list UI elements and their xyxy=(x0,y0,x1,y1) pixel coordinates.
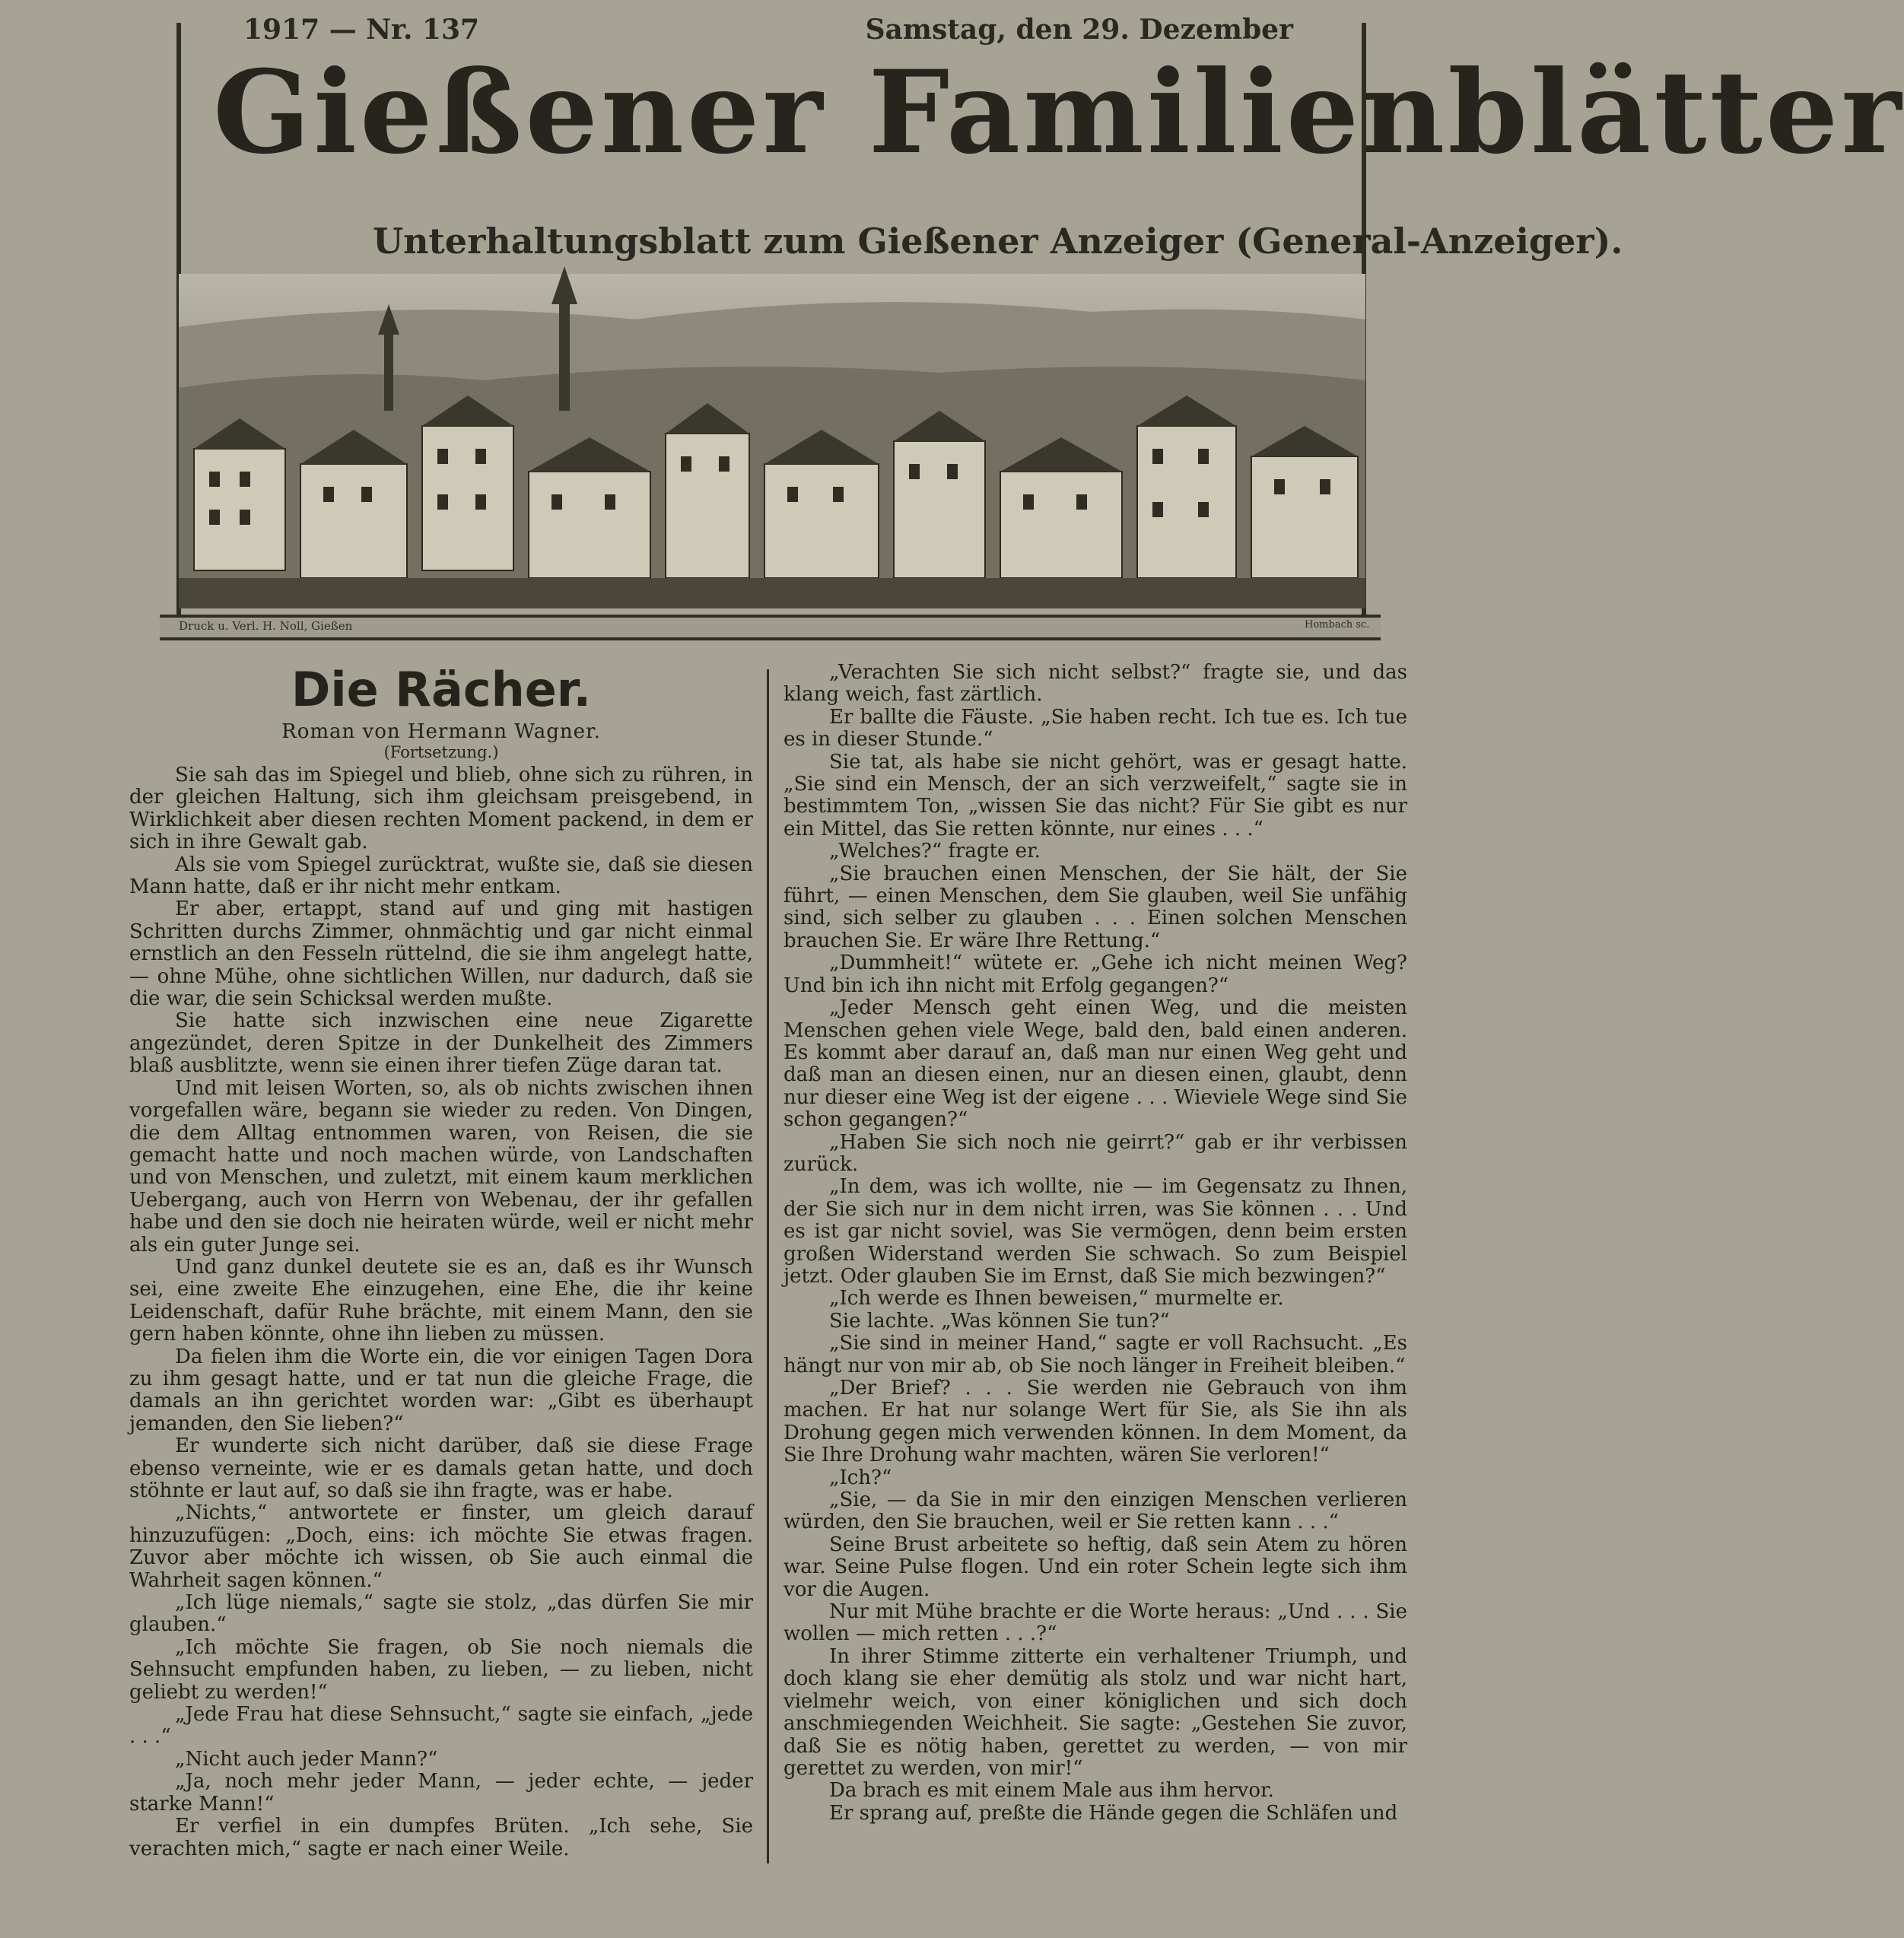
paragraph: „Dummheit!“ wütete er. „Gehe ich nicht meinen Weg? Und bin ich ihn nicht mit Erfolg gegangen?“ xyxy=(784,952,1407,997)
paragraph: Sie hatte sich inzwischen eine neue Zigarette angezündet, deren Spitze in der Dunkelheit des Zimmers blaß ausblitzte, wenn sie einen ihrer tiefen Züge daran tat. xyxy=(129,1009,753,1078)
article-right-column xyxy=(784,662,1407,1825)
paragraph: „Ich werde es Ihnen beweisen,“ murmelte er. xyxy=(829,1287,1284,1311)
paragraph: „Sie sind in meiner Hand,“ sagte er voll Rachsucht. „Es hängt nur von mir ab, ob Sie noch länger in Freiheit bleiben.“ xyxy=(784,1332,1407,1377)
paragraph: Sie sah das im Spiegel und blieb, ohne sich zu rühren, in der gleichen Haltung, sich ihm gleichsam preisgebend, in Wirklichkeit aber diesen rechten Moment packend, in dem er sich in ihre Gewalt gab. xyxy=(129,764,753,854)
city-panorama-illustration xyxy=(179,274,1365,608)
paragraph: Er sprang auf, preßte die Hände gegen die Schläfen und xyxy=(829,1801,1398,1825)
paragraph: Er verfiel in ein dumpfes Brüten. „Ich sehe, Sie verachten mich,“ sagte er nach einer Weile. xyxy=(129,1815,753,1860)
paragraph: „Sie brauchen einen Menschen, der Sie hält, der Sie führt, — einen Menschen, dem Sie glauben, weil Sie unfähig sind, sich selber zu glauben . . . Einen solchen Menschen brauchen Sie. Er wäre Ihre Rettung.“ xyxy=(784,862,1407,952)
paragraph: Und mit leisen Worten, so, als ob nichts zwischen ihnen vorgefallen wäre, begann sie wieder zu reden. Von Dingen, die dem Alltag entnommen waren, von Reisen, die sie gemacht hatte und noch machen würde, von Landschaften und von Menschen, und zuletzt, mit einem kaum merklichen Uebergang, auch von Herrn von Webenau, der ihr gefallen habe und den sie doch nie heiraten würde, weil er nicht mehr als ein guter Junge sei. xyxy=(129,1076,753,1257)
paragraph: „Ja, noch mehr jeder Mann, — jeder echte, — jeder starke Mann!“ xyxy=(129,1770,753,1816)
paragraph: Und ganz dunkel deutete sie es an, daß es ihr Wunsch sei, eine zweite Ehe einzugehen, eine Ehe, die ihr keine Leidenschaft, dafür Ruhe brächte, mit einem Mann, den sie gern haben könnte, ohne ihn lieben zu müssen. xyxy=(129,1255,753,1346)
paragraph: „Welches?“ fragte er. xyxy=(829,840,1041,863)
paragraph: „Sie, — da Sie in mir den einzigen Menschen verlieren würden, den Sie brauchen, weil er Sie retten kann . . .“ xyxy=(784,1488,1407,1534)
paragraph: Sie tat, als habe sie nicht gehört, was er gesagt hatte. „Sie sind ein Mensch, der an sich verzweifelt,“ sagte sie in bestimmtem Ton, „wissen Sie das nicht? Für Sie gibt es nur ein Mittel, das Sie retten könnte, nur eines . . .“ xyxy=(784,750,1407,840)
paragraph: Sie lachte. „Was können Sie tun?“ xyxy=(829,1309,1170,1333)
paragraph: „In dem, was ich wollte, nie — im Gegensatz zu Ihnen, der Sie sich nur in dem nicht irren, was Sie können . . . Und es ist gar nicht soviel, was Sie vermögen, denn beim ersten großen Widerstand werden Sie schwach. So zum Beispiel jetzt. Oder glauben Sie im Ernst, daß Sie mich bezwingen?“ xyxy=(784,1175,1407,1288)
article-left-column xyxy=(129,662,753,1860)
paragraph: Da brach es mit einem Male aus ihm hervor. xyxy=(829,1779,1274,1803)
paragraph: „Ich lüge niemals,“ sagte sie stolz, „das dürfen Sie mir glauben.“ xyxy=(129,1591,753,1637)
paragraph: „Der Brief? . . . Sie werden nie Gebrauch von ihm machen. Er hat nur solange Wert für Sie, als Sie ihn als Drohung gegen mich verwenden können. In dem Moment, da Sie Ihre Drohung wahr machten, wären Sie verloren!“ xyxy=(784,1377,1407,1467)
paragraph: „Ich?“ xyxy=(829,1466,892,1489)
masthead-title: Gießener Familienblätter xyxy=(213,46,1904,180)
column-divider xyxy=(767,669,769,1863)
article-title: Die Rächer. xyxy=(291,662,592,717)
article-byline: Roman von Hermann Wagner. xyxy=(281,720,601,743)
paragraph: Da fielen ihm die Worte ein, die vor einigen Tagen Dora zu ihm gesagt hatte, und er tat nun die gleiche Frage, die damals an ihn gerichtet worden war: „Gibt es überhaupt jemanden, den Sie lieben?“ xyxy=(129,1345,753,1435)
paragraph: Nur mit Mühe brachte er die Worte heraus: „Und . . . Sie wollen — mich retten . . .?“ xyxy=(784,1600,1407,1646)
paragraph: „Verachten Sie sich nicht selbst?“ fragte sie, und das klang weich, fast zärtlich. xyxy=(784,661,1407,707)
paragraph: Er aber, ertappt, stand auf und ging mit hastigen Schritten durchs Zimmer, ohnmächtig und gar nicht einmal ernstlich an den Fesseln rüttelnd, die sie ihm angelegt hatte, — ohne Mühe, ohne sichtlichen Willen, nur dadurch, daß sie die war, die sein Schicksal werden mußte. xyxy=(129,898,753,1011)
continuation-note: (Fortsetzung.) xyxy=(383,743,499,761)
masthead-subtitle: Unterhaltungsblatt zum Gießener Anzeiger (General-Anzeiger). xyxy=(373,221,1623,262)
paragraph: Seine Brust arbeitete so heftig, daß sein Atem zu hören war. Seine Pulse flogen. Und ein roter Schein legte sich ihm vor die Augen. xyxy=(784,1533,1407,1601)
engraver-signature: Hombach sc. xyxy=(1305,619,1370,631)
paragraph: „Haben Sie sich noch nie geirrt?“ gab er ihr verbissen zurück. xyxy=(784,1130,1407,1176)
paragraph: Er ballte die Fäuste. „Sie haben recht. Ich tue es. Ich tue es in dieser Stunde.“ xyxy=(784,705,1407,751)
printer-credit: Druck u. Verl. H. Noll, Gießen xyxy=(179,619,353,633)
paragraph: „Ich möchte Sie fragen, ob Sie noch niemals die Sehnsucht empfunden haben, zu lieben, — zu lieben, nicht geliebt zu werden!“ xyxy=(129,1635,753,1704)
paragraph: „Nichts,“ antwortete er finster, um gleich darauf hinzuzufügen: „Doch, eins: ich möchte Sie etwas fragen. Zuvor aber möchte ich wissen, ob Sie auch einmal die Wahrheit sagen können.“ xyxy=(129,1501,753,1592)
issue-date: Samstag, den 29. Dezember xyxy=(865,14,1293,46)
paragraph: „Nicht auch jeder Mann?“ xyxy=(175,1747,438,1771)
paragraph: „Jede Frau hat diese Sehnsucht,“ sagte sie einfach, „jede . . .“ xyxy=(129,1703,753,1749)
paragraph: Als sie vom Spiegel zurücktrat, wußte sie, daß sie diesen Mann hatte, daß er ihr nicht mehr entkam. xyxy=(129,853,753,899)
issue-number: 1917 — Nr. 137 xyxy=(243,14,480,46)
paragraph: Er wunderte sich nicht darüber, daß sie diese Frage ebenso verneinte, wie er es damals getan hatte, und doch stöhnte er laut auf, so daß sie ihn fragte, was er habe. xyxy=(129,1434,753,1502)
paragraph: In ihrer Stimme zitterte ein verhaltener Triumph, und doch klang sie eher demütig als stolz und war nicht hart, vielmehr weich, von einer königlichen und sich doch anschmiegenden Weichheit. Sie sagte: „Gestehen Sie zuvor, daß Sie es nötig haben, gerettet zu werden, — von mir gerettet zu werden, von mir!“ xyxy=(784,1644,1407,1780)
paragraph: „Jeder Mensch geht einen Weg, und die meisten Menschen gehen viele Wege, bald den, bald einen anderen. Es kommt aber darauf an, daß man nur einen Weg geht und daß man an diesen einen, nur an diesen einen, glaubt, denn nur dieser eine Weg ist der eigene . . . Wieviele Wege sind Sie schon gegangen?“ xyxy=(784,996,1407,1132)
